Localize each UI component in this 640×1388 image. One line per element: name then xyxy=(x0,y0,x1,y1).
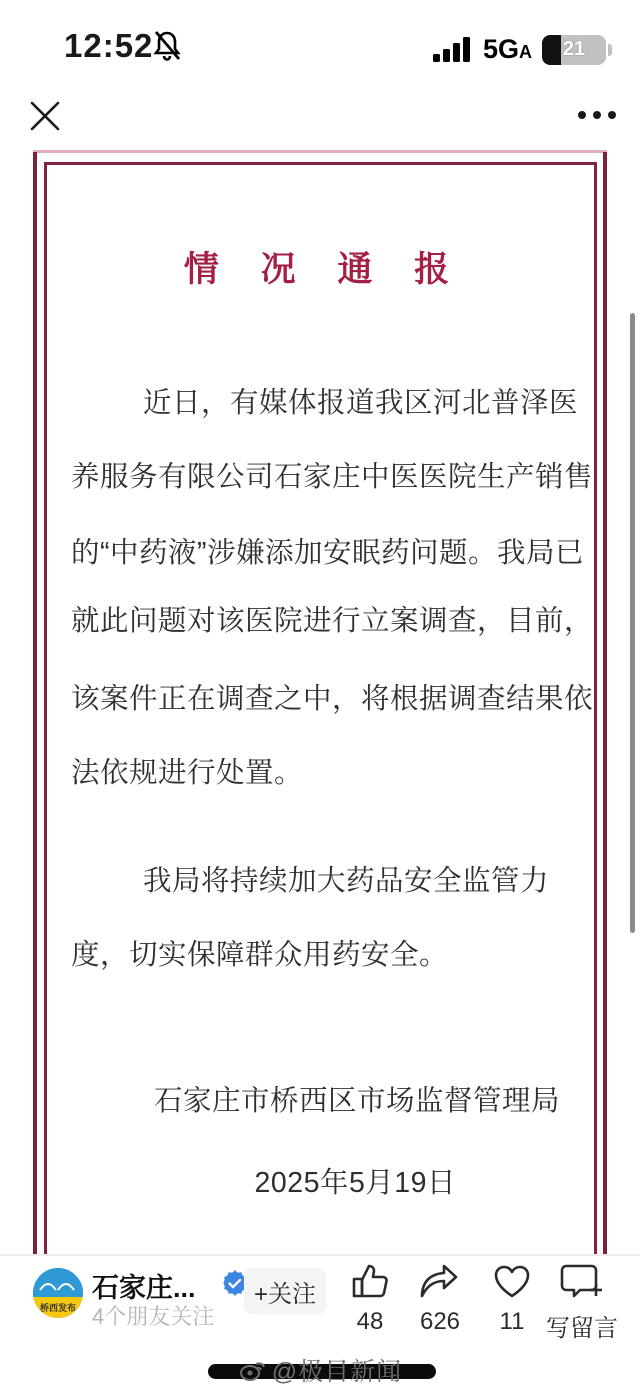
notice-line: 法依规进行处置。 xyxy=(71,757,304,789)
carrier-label: 5GA xyxy=(482,34,532,64)
heart-button[interactable] xyxy=(476,1262,548,1336)
like-button[interactable] xyxy=(334,1262,406,1336)
scrollbar-thumb[interactable] xyxy=(630,313,635,933)
follow-button[interactable]: +关注 xyxy=(244,1268,326,1314)
close-icon[interactable] xyxy=(26,97,66,137)
account-avatar[interactable] xyxy=(33,1268,83,1318)
battery-nub xyxy=(608,44,612,56)
thumbs-up-icon xyxy=(349,1262,391,1302)
notice-line: 养服务有限公司石家庄中医医院生产销售 xyxy=(71,461,594,493)
battery-percent: 21 xyxy=(562,38,586,60)
share-count: 626 xyxy=(419,1308,461,1335)
share-button[interactable] xyxy=(404,1262,476,1336)
notice-line: 该案件正在调查之中，将根据调查结果依 xyxy=(71,683,594,715)
comment-plus-icon xyxy=(560,1262,604,1302)
notice-line: 我局将持续加大药品安全监管力 xyxy=(143,865,550,897)
notice-document[interactable] xyxy=(0,150,640,1254)
friends-following-note: 4个朋友关注 xyxy=(92,1304,215,1329)
notice-line: 的“中药液”涉嫌添加安眠药问题。我局已 xyxy=(71,537,584,569)
notice-line: 近日，有媒体报道我区河北普泽医 xyxy=(143,387,579,419)
like-count: 48 xyxy=(356,1308,384,1335)
clock-time: 12:52 xyxy=(64,27,154,64)
share-arrow-icon xyxy=(418,1262,462,1302)
battery-icon xyxy=(542,35,606,65)
bell-muted-icon xyxy=(152,30,182,62)
frame-border-left xyxy=(33,152,37,1254)
signal-bars-icon xyxy=(433,37,473,63)
notice-title: 情 况 通 报 xyxy=(183,250,466,289)
comment-label: 写留言 xyxy=(546,1315,618,1342)
notice-line: 就此问题对该医院进行立案调查，目前， xyxy=(71,605,594,637)
document-top-edge xyxy=(33,150,607,153)
watermark-text: @极目新闻 xyxy=(271,1358,403,1386)
notice-line: 度，切实保障群众用药安全。 xyxy=(71,939,449,971)
more-options-icon[interactable] xyxy=(576,103,618,127)
heart-icon xyxy=(492,1262,532,1302)
heart-count: 11 xyxy=(499,1308,525,1335)
status-bar xyxy=(0,0,640,80)
notice-date: 2025年5月19日 xyxy=(254,1167,456,1199)
image-viewer-toolbar xyxy=(0,95,640,150)
account-name[interactable]: 石家庄... xyxy=(92,1273,196,1303)
weibo-logo-icon xyxy=(238,1358,266,1382)
source-watermark xyxy=(0,1352,640,1388)
bridge-illustration xyxy=(38,1277,78,1291)
comment-button[interactable] xyxy=(546,1262,618,1343)
frame-border-right xyxy=(603,152,607,1254)
notice-signature: 石家庄市桥西区市场监督管理局 xyxy=(153,1085,560,1117)
avatar-label: 桥西发布 xyxy=(39,1303,76,1313)
